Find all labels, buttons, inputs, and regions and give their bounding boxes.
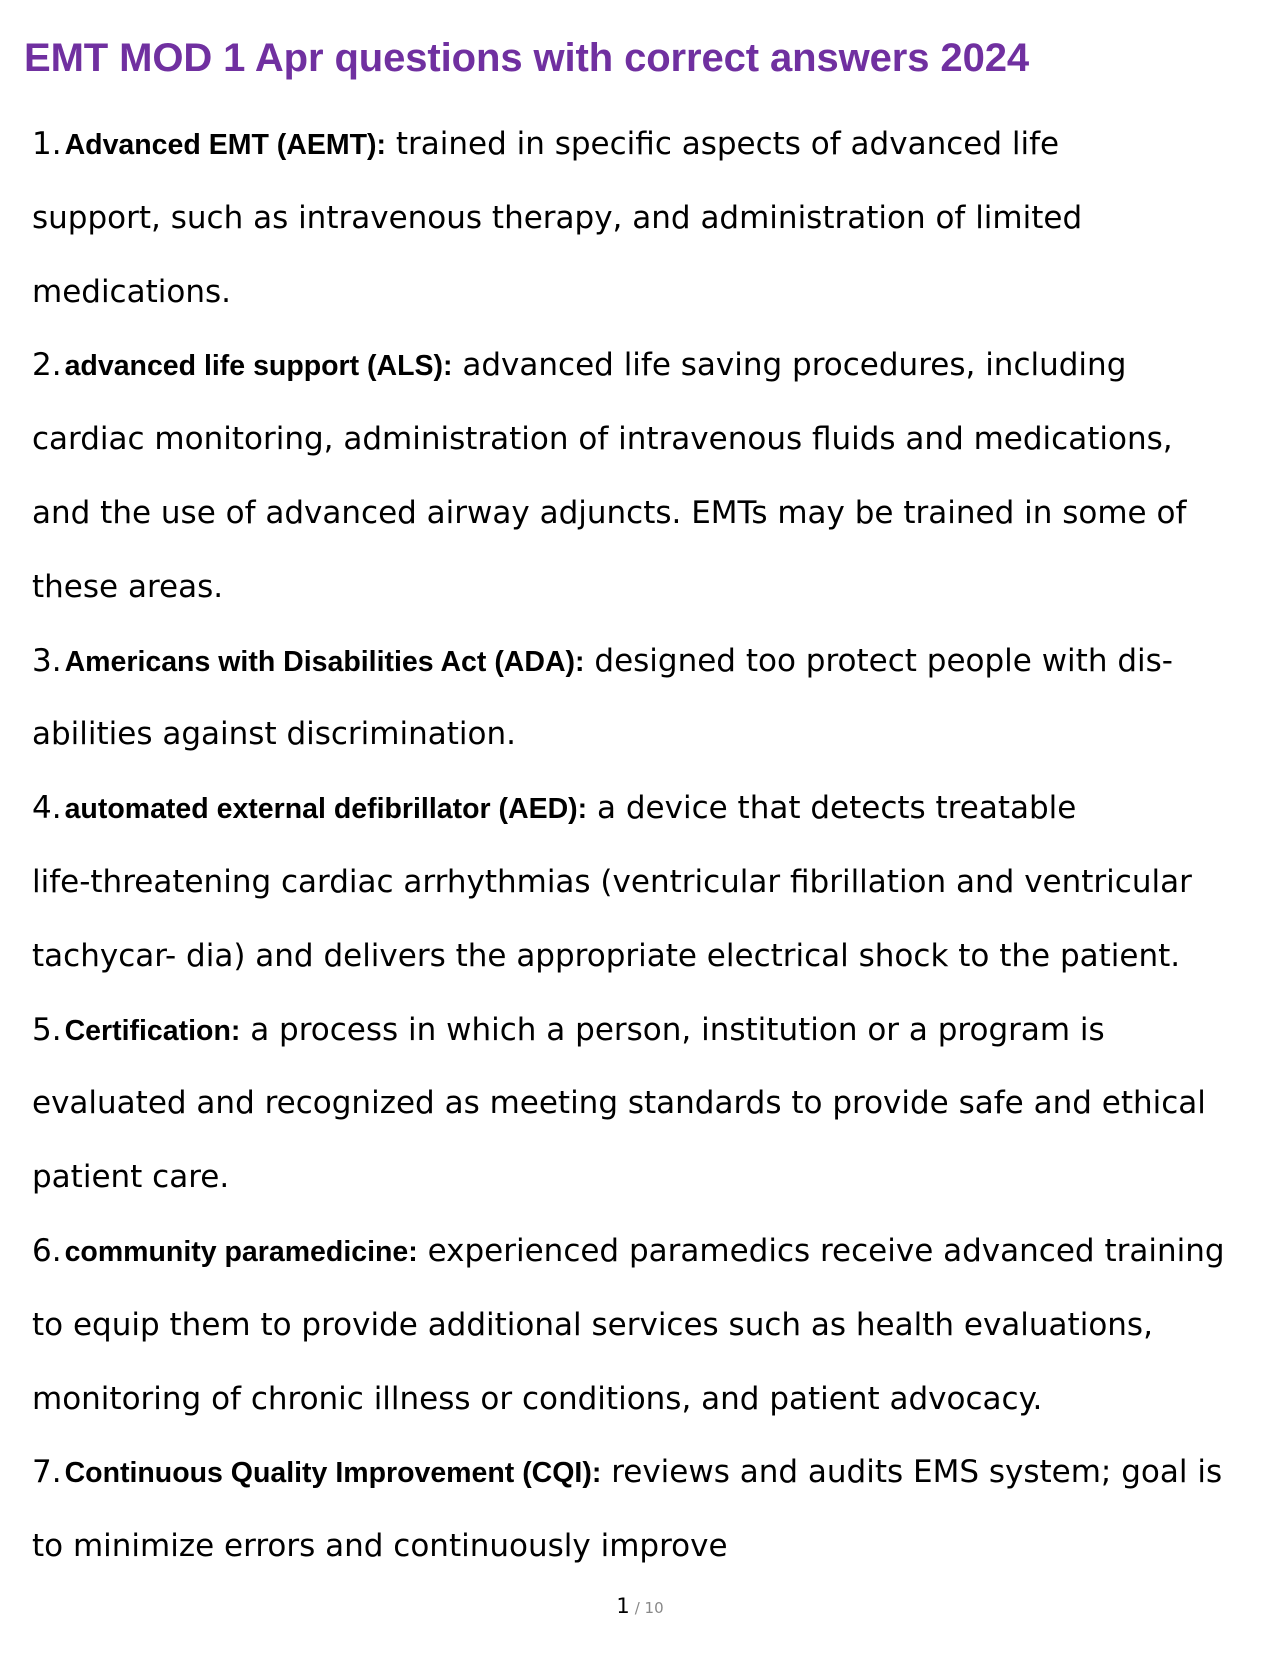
qa-line: [32, 994, 1262, 1068]
qa-item-2: [32, 329, 1262, 624]
item-term: advanced life support (ALS):: [64, 350, 453, 383]
qa-line: [32, 625, 1262, 699]
qa-line: patient care.: [32, 1159, 230, 1196]
qa-line: support, such as intravenous therapy, and administration of limited: [32, 199, 1083, 236]
qa-line: medications.: [32, 273, 231, 310]
document-title: EMT MOD 1 Apr questions with correct answers 2024: [24, 36, 1030, 80]
item-number: 2.: [32, 347, 62, 384]
qa-item-4: [32, 772, 1262, 993]
qa-item-5: [32, 994, 1262, 1215]
qa-line: and the use of advanced airway adjuncts. EMTs may be trained in some of: [32, 494, 1187, 531]
qa-line: abilities against discrimination.: [32, 716, 516, 753]
item-definition: a device that detects treatable: [587, 790, 1077, 827]
item-definition: experienced paramedics receive advanced training: [417, 1232, 1225, 1269]
qa-line: [32, 1436, 1262, 1510]
item-number: 7.: [32, 1454, 62, 1491]
qa-list: [32, 108, 1262, 1584]
item-definition: a process in which a person, institution or a program is: [240, 1011, 1105, 1048]
item-number: 1.: [32, 126, 62, 162]
item-definition: designed too protect people with dis-: [584, 642, 1173, 679]
item-term: Advanced EMT (AEMT):: [64, 129, 386, 161]
item-term: Certification:: [64, 1014, 241, 1047]
qa-line: [32, 772, 1262, 846]
qa-item-3: [32, 625, 1262, 773]
current-page: 1: [616, 1594, 630, 1618]
qa-line: monitoring of chronic illness or conditions, and patient advocacy.: [32, 1380, 1043, 1417]
qa-line: these areas.: [32, 568, 224, 605]
qa-line: cardiac monitoring, administration of intravenous fluids and medications,: [32, 421, 1173, 458]
item-definition: reviews and audits EMS system; goal is: [601, 1454, 1223, 1491]
item-term: Americans with Disabilities Act (ADA):: [64, 645, 585, 678]
item-term: automated external defibrillator (AED):: [64, 793, 588, 826]
item-term: community paramedicine:: [64, 1235, 418, 1268]
qa-line: to equip them to provide additional services such as health evaluations,: [32, 1306, 1153, 1343]
qa-item-6: [32, 1215, 1262, 1436]
item-term: Continuous Quality Improvement (CQI):: [64, 1457, 602, 1490]
qa-line: [32, 108, 1262, 182]
qa-line: [32, 329, 1262, 403]
qa-line: [32, 1215, 1262, 1289]
total-pages: / 10: [634, 1599, 664, 1617]
item-definition: advanced life saving procedures, including: [452, 347, 1127, 384]
item-number: 6.: [32, 1232, 62, 1269]
qa-item-7: [32, 1436, 1262, 1584]
qa-line: to minimize errors and continuously improve: [32, 1528, 728, 1565]
qa-line: evaluated and recognized as meeting standards to provide safe and ethical: [32, 1085, 1206, 1122]
qa-line: tachycar- dia) and delivers the appropriate electrical shock to the patient.: [32, 937, 1181, 974]
item-definition: trained in specific aspects of advanced life: [386, 126, 1060, 162]
qa-line: life-threatening cardiac arrhythmias (ventricular fibrillation and ventricular: [32, 863, 1192, 900]
page-indicator: [0, 1594, 1280, 1618]
qa-item-1: [32, 108, 1262, 329]
item-number: 3.: [32, 642, 62, 679]
item-number: 5.: [32, 1011, 62, 1048]
item-number: 4.: [32, 790, 62, 827]
